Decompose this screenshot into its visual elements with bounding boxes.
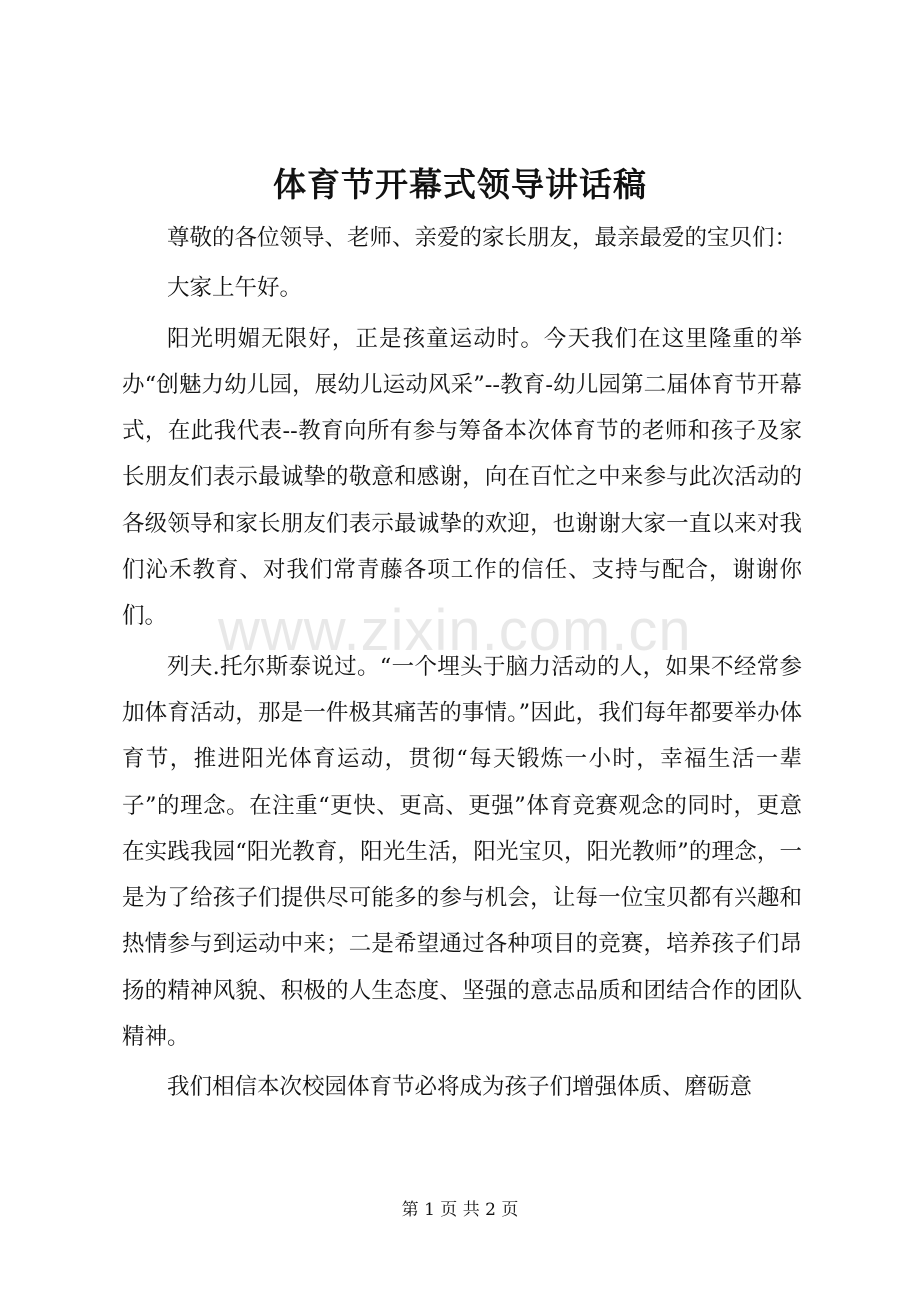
watermark: www.zixin.com.cn	[218, 598, 692, 663]
paragraph-good-morning: 大家上午好。	[167, 275, 303, 302]
paragraph-greeting: 尊敬的各位领导、老师、亲爱的家长朋友，最亲最爱的宝贝们：	[167, 225, 798, 251]
paragraph-closing: 我们相信本次校园体育节必将成为孩子们增强体质、磨砺意	[167, 1074, 753, 1101]
page-footer: 第 1 页 共 2 页	[401, 1200, 519, 1220]
paragraph-opening: 阳光明媚无限好，正是孩童运动时。今天我们在这里隆重的举办“创魅力幼儿园，展幼儿运动风采”--教育-幼儿园第二届体育节开幕式，在此我代表--教育向所有参与筹备本次体育节的老师和孩子及家长朋友们表示最诚挚的敬意和感谢，向在百忙之中来参与此次活动的各级领导和家长朋友们表示最诚挚的欢迎，也谢谢大家一直以来对我们沁禾教育、对我们常青藤各项工作的信任、支持与配合，谢谢你们。	[122, 325, 802, 630]
paragraph-tolstoy: 列夫.托尔斯泰说过。“一个埋头于脑力活动的人，如果不经常参加体育活动，那是一件极其痛苦的事情。”因此，我们每年都要举办体育节，推进阳光体育运动，贯彻“每天锻炼一小时，幸福生活一辈子”的理念。在注重“更快、更高、更强”体育竞赛观念的同时，更意在实践我园“阳光教育，阳光生活，阳光宝贝，阳光教师”的理念，一是为了给孩子们提供尽可能多的参与机会，让每一位宝贝都有兴趣和热情参与到运动中来；二是希望通过各种项目的竞赛，培养孩子们昂扬的精神风貌、积极的人生态度、坚强的意志品质和团结合作的团队精神。	[122, 653, 802, 1051]
document-title: 体育节开幕式领导讲话稿	[273, 165, 647, 204]
